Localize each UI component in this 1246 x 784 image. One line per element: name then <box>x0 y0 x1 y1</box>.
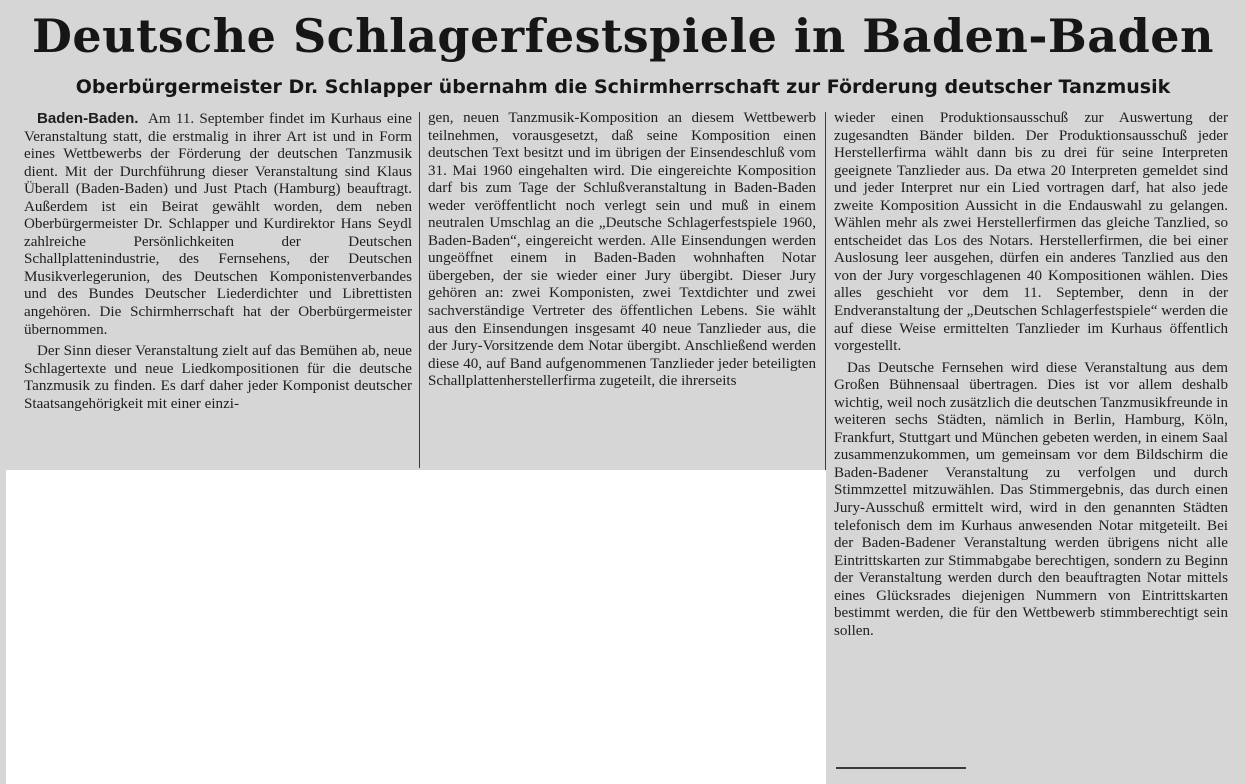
subheadline: Oberbürgermeister Dr. Schlapper übernahm die Schirmherrschaft zur Förderung deutscher Tanzmusik <box>75 76 1171 98</box>
paragraph: Das Deutsche Fernsehen wird diese Veranstaltung aus dem Großen Bühnensaal übertragen. Dies ist vor allem deshalb wichtig, weil noch zusätzlich die deutschen Tanzmusikfreunde in weiteren sechs Städten, nämlich in Berlin, Hamburg, Köln, Frankfurt, Stuttgart und München gebeten werden, in einem Saal zusammenzukommen, um gemeinsam vor dem Bildschirm die Baden-Badener Veranstaltung zu verfolgen und durch Stimmzettel mitzuwählen. Das Stimmergebnis, das durch einen Jury-Ausschuß ermittelt wird, wird in den genannten Städten telefonisch dem im Kurhaus anwesenden Notar mitgeteilt. Bei der Baden-Badener Veranstaltung werden übrigens nicht alle Eintrittskarten zur Stimmabgabe berechtigen, sondern zu Beginn der Veranstaltung werden durch den beauftragten Notar mittels eines Glücksrades diejenigen Nummern von Eintrittskarten bestimmt werden, die für den Wettbewerb stimmberechtigt sein sollen. <box>834 359 1228 639</box>
paragraph: Der Sinn dieser Veranstaltung zielt auf das Bemühen ab, neue Schlagertexte und neue Liedkompositionen für die deutsche Tanzmusik zu finden. Es darf daher jeder Komponist deutscher Staatsangehörigkeit mit einer einzi- <box>24 343 412 412</box>
article-column-3 <box>834 110 1228 640</box>
end-rule <box>836 767 966 769</box>
article-column-1 <box>24 110 412 413</box>
headline: Deutsche Schlagerfestspiele in Baden-Baden <box>31 9 1214 63</box>
paragraph-text: Am 11. September findet im Kurhaus eine Veranstaltung statt, die erstmalig in ihrer Art ist und in Form eines Wettbewerbs der Förderung der deutschen Tanzmusik dient. Mit der Durchführung dieser Veranstaltung sind Klaus Überall (Baden-Baden) und Just Ptach (Hamburg) beauftragt. Außerdem ist ein Beirat gewählt worden, dem neben Oberbürgermeister Dr. Schlapper und Kurdirektor Hans Seydl zahlreiche Persönlichkeiten der Deutschen Schallplattenindustrie, des Fernsehens, der Deutschen Musikverlegerunion, des Deutschen Komponistenverbandes und des Bundes Deutscher Liederdichter und Librettisten angehören. Die Schirmherrschaft hat der Oberbürgermeister übernommen. <box>24 111 412 338</box>
paragraph <box>24 110 412 339</box>
paragraph: gen, neuen Tanzmusik-Komposition an diesem Wettbewerb teilnehmen, vorausgesetzt, daß seine Komposition einen deutschen Text besitzt und im übrigen der Einsendeschluß vom 31. Mai 1960 eingehalten wird. Die eingereichte Komposition darf bis zum Tage der Schlußveranstaltung in Baden-Baden weder veröffentlicht noch verlegt sein und muß in einem neutralen Umschlag an die „Deutsche Schlagerfestspiele 1960, Baden-Baden“, eingereicht werden. Alle Einsendungen werden ungeöffnet einem in Baden-Baden wohnhaften Notar übergeben, der sie wieder einer Jury übergibt. Dieser Jury gehören an: zwei Komponisten, zwei Textdichter und zwei sachverständige Vertreter des öffentlichen Lebens. Sie wählt aus den Einsendungen insgesamt 40 neue Tanzlieder aus, die der Jury-Vorsitzende dem Notar übergibt. Anschließend werden diese 40, auf Band aufgenommenen Tanzlieder jeder beteiligten Schallplattenherstellerfirma zugeteilt, die ihrerseits <box>428 110 816 390</box>
dateline: Baden-Baden. <box>37 110 139 127</box>
paragraph: wieder einen Produktionsausschuß zur Auswertung der zugesandten Bänder bilden. Der Produktionsausschuß jeder Herstellerfirma wählt dann bis zu drei für seine Interpreten geeignete Tanzlieder aus. Da etwa 20 Interpreten gemeldet sind und jeder Interpret nur ein Lied vortragen darf, hat also jede zweite Komposition Aussicht in die Endauswahl zu gelangen. Wählen mehr als zwei Herstellerfirmen das gleiche Tanzlied, so entscheidet das Los des Notars. Herstellerfirmen, die bei einer Auslosung leer ausgehen, dürfen ein anderes Tanzlied aus den von der Jury vorgeschlagenen 40 Kompositionen wählen. Dies alles geschieht vor dem 11. September, denn in der Endveranstaltung der „Deutschen Schlagerfestspiele“ werden die auf diese Weise ermittelten Tanzlieder im Kurhaus öffentlich vorgestellt. <box>834 110 1228 355</box>
column-rule <box>419 112 420 468</box>
article-column-2 <box>428 110 816 391</box>
blank-area <box>6 470 826 784</box>
